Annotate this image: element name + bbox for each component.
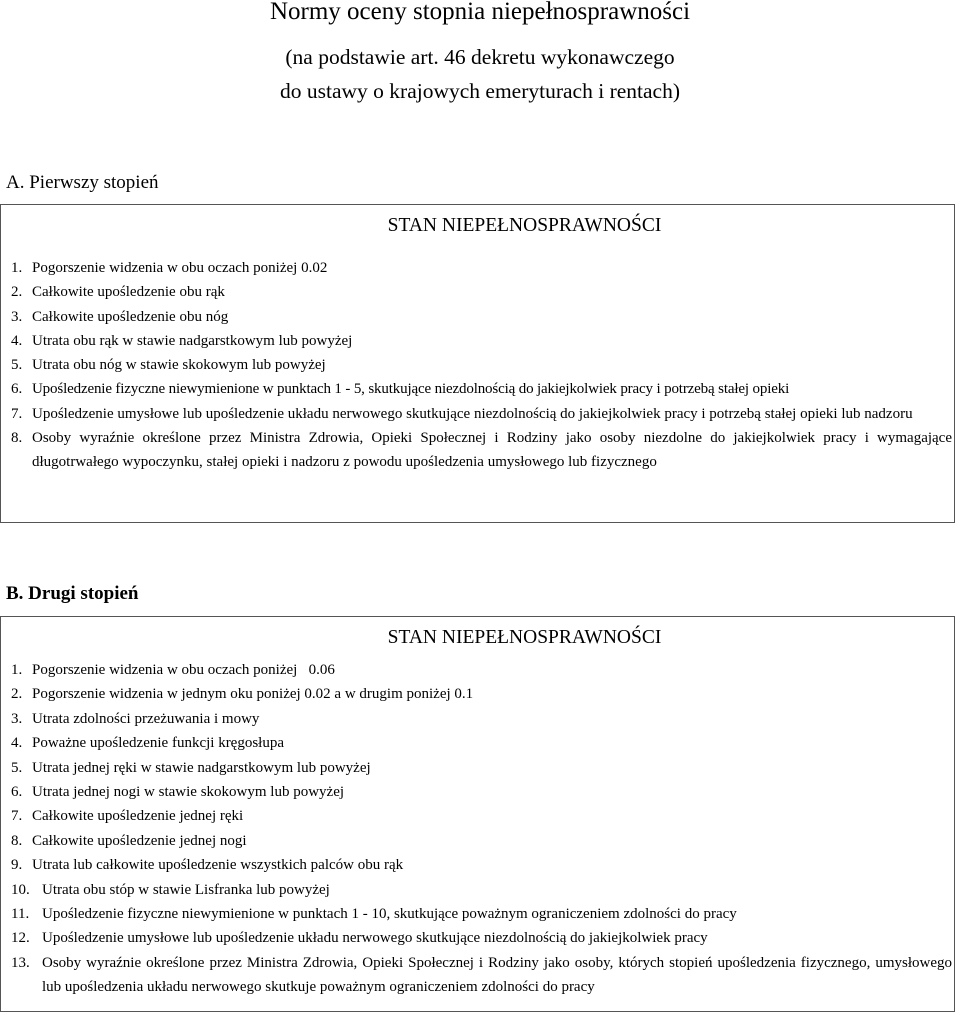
list-item xyxy=(1,804,954,828)
item-text: Utrata zdolności przeżuwania i mowy xyxy=(32,710,260,727)
item-number: 6. xyxy=(11,381,23,398)
section-a-list xyxy=(1,256,954,475)
item-text: Utrata jednej nogi w stawie skokowym lub powyżej xyxy=(32,784,345,801)
list-item xyxy=(1,377,954,401)
list-item xyxy=(1,353,954,377)
item-text: Całkowite upośledzenie jednej ręki xyxy=(32,808,244,825)
list-item xyxy=(1,707,954,731)
item-text: Całkowite upośledzenie obu rąk xyxy=(32,284,225,301)
item-number: 11. xyxy=(11,906,30,923)
item-text: Upośledzenie fizyczne niewymienione w punktach 1 - 10, skutkujące poważnym ograniczeniem zdolności do pracy xyxy=(42,906,737,923)
item-text: Całkowite upośledzenie jednej nogi xyxy=(32,832,247,849)
item-number: 6. xyxy=(11,784,23,801)
item-text: Całkowite upośledzenie obu nóg xyxy=(32,308,229,325)
section-a-column-header: STAN NIEPEŁNOSPRAWNOŚCI xyxy=(387,215,662,236)
list-item xyxy=(1,329,954,353)
item-number: 2. xyxy=(11,284,23,301)
item-text: Pogorszenie widzenia w obu oczach poniżej 0.02 xyxy=(32,260,328,276)
item-text: Upośledzenie umysłowe lub upośledzenie układu nerwowego skutkujące niezdolnością do jakiejkolwiek pracy xyxy=(42,930,708,947)
item-number: 5. xyxy=(11,357,23,374)
section-a-heading: A. Pierwszy stopień xyxy=(6,172,159,193)
item-number: 3. xyxy=(11,710,23,727)
list-item xyxy=(1,731,954,755)
item-number: 7. xyxy=(11,405,23,422)
list-item xyxy=(1,951,954,1000)
item-number: 4. xyxy=(11,332,23,349)
item-text: Pogorszenie widzenia w obu oczach poniżej 0.06 xyxy=(32,662,335,678)
item-text: Upośledzenie umysłowe lub upośledzenie układu nerwowego skutkujące niezdolnością do jakiejkolwiek pracy i potrzebą stałej opieki lub nadzoru xyxy=(32,405,913,422)
item-number: 3. xyxy=(11,308,23,325)
item-number: 10. xyxy=(11,881,30,898)
list-item xyxy=(1,756,954,780)
item-number: 2. xyxy=(11,686,23,703)
item-text: Utrata jednej ręki w stawie nadgarstkowym lub powyżej xyxy=(32,759,371,776)
item-text: Utrata obu rąk w stawie nadgarstkowym lub powyżej xyxy=(32,332,353,349)
item-number: 9. xyxy=(11,857,23,874)
list-item xyxy=(1,780,954,804)
item-text: Pogorszenie widzenia w jednym oku poniżej 0.02 a w drugim poniżej 0.1 xyxy=(32,686,474,703)
item-text: Utrata lub całkowite upośledzenie wszystkich palców obu rąk xyxy=(32,857,404,874)
item-number: 4. xyxy=(11,735,23,752)
item-text: Utrata obu nóg w stawie skokowym lub powyżej xyxy=(32,357,326,374)
item-number: 1. xyxy=(11,260,23,276)
item-number: 5. xyxy=(11,759,23,776)
list-item xyxy=(1,256,954,280)
item-number: 7. xyxy=(11,808,23,825)
list-item xyxy=(1,829,954,853)
document-subtitle-line1: (na podstawie art. 46 dekretu wykonawczego xyxy=(285,45,675,69)
section-b-list xyxy=(1,658,954,1000)
list-item xyxy=(1,426,954,475)
item-number: 13. xyxy=(11,954,30,971)
item-text: Upośledzenie fizyczne niewymienione w punktach 1 - 5, skutkujące niezdolnością do jakiejkolwiek pracy i potrzebą stałej opieki xyxy=(32,381,790,398)
list-item xyxy=(1,682,954,706)
section-b-column-header: STAN NIEPEŁNOSPRAWNOŚCI xyxy=(387,627,662,648)
item-number: 1. xyxy=(11,662,23,678)
list-item xyxy=(1,305,954,329)
item-text: Osoby wyraźnie określone przez Ministra Zdrowia, Opieki Społecznej i Rodziny jako osoby, których stopień upośledzenia fizycznego, umysłowego lub upośledzenia układu nerwowego skutkuje poważnym ograniczeniem zdolności do pracy xyxy=(42,954,952,996)
item-text: Poważne upośledzenie funkcji kręgosłupa xyxy=(32,735,285,752)
document-subtitle-line2: do ustawy o krajowych emeryturach i rentach) xyxy=(280,79,680,103)
section-a-table xyxy=(0,204,955,523)
item-text: Utrata obu stóp w stawie Lisfranka lub powyżej xyxy=(42,881,330,898)
section-b-heading: B. Drugi stopień xyxy=(6,583,139,604)
list-item xyxy=(1,926,954,950)
list-item xyxy=(1,658,954,682)
item-text: Osoby wyraźnie określone przez Ministra Zdrowia, Opieki Społecznej i Rodziny jako osoby niezdolne do jakiejkolwiek pracy i wymagające długotrwałego wypoczynku, stałej opieki i nadzoru z powodu upośledzenia umysłowego lub fizycznego xyxy=(32,430,952,471)
list-item xyxy=(1,902,954,926)
document-title: Normy oceny stopnia niepełnosprawności xyxy=(269,0,691,25)
list-item xyxy=(1,280,954,304)
item-number: 12. xyxy=(11,930,30,947)
item-number: 8. xyxy=(11,832,23,849)
list-item xyxy=(1,853,954,877)
section-b-table xyxy=(0,616,955,1012)
item-number: 8. xyxy=(11,430,23,447)
list-item xyxy=(1,402,954,426)
list-item xyxy=(1,878,954,902)
